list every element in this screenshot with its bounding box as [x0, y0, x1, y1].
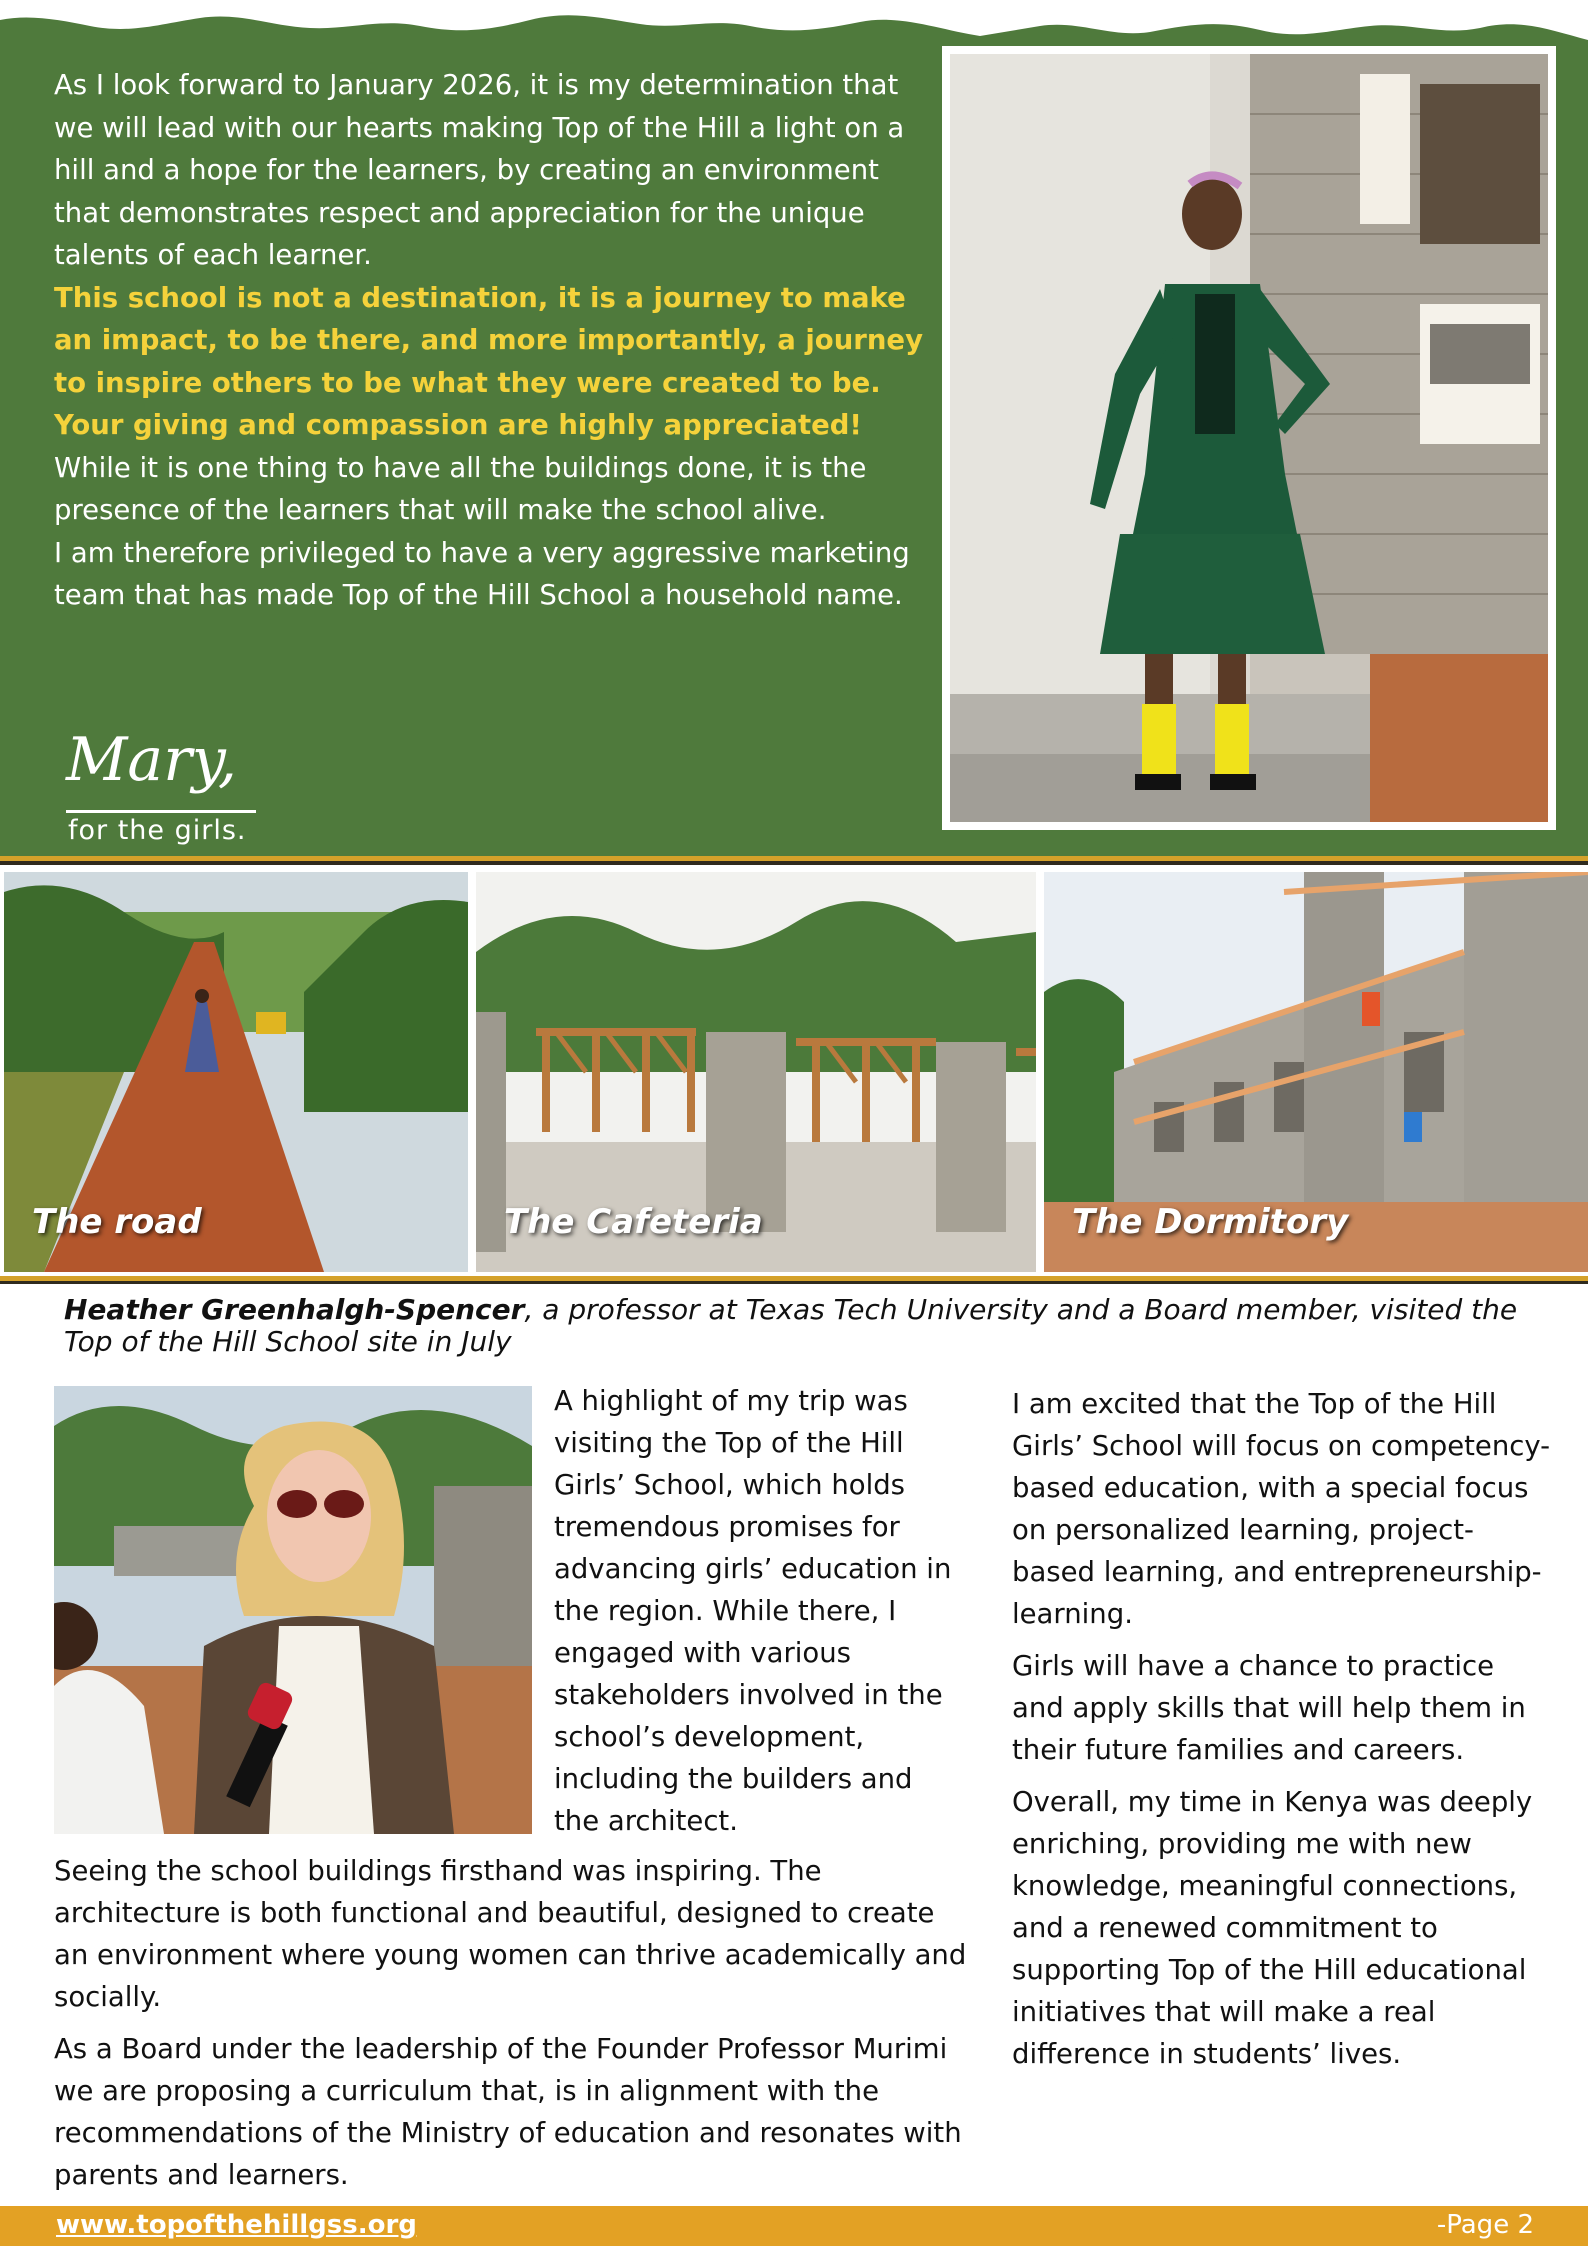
dormitory-photo	[1044, 872, 1588, 1272]
article-paragraph: As a Board under the leadership of the Founder Professor Murimi we are proposing a curriculum that, is in alignment with the recommendations of the Ministry of education and resonates with parents and learners.	[54, 2033, 962, 2191]
student-photo	[942, 46, 1556, 830]
road-caption: The road	[32, 1202, 202, 1242]
signature-subtitle: for the girls.	[68, 815, 247, 846]
article-paragraph: Seeing the school buildings firsthand was inspiring. The architecture is both functional and beautiful, designed to create an environment where young women can thrive academically and socially.	[54, 1855, 967, 2013]
page-number: -Page 2	[1436, 2210, 1534, 2240]
article-paragraph: I am excited that the Top of the Hill Girls’ School will focus on competency-based education, with a special focus on personalized learning, project-based learning, and entrepreneurship-learning.	[1012, 1388, 1551, 1630]
construction-gallery	[0, 868, 1588, 1276]
website-link[interactable]: www.topofthehillgss.org	[56, 2210, 417, 2240]
interview-photo	[54, 1386, 532, 1834]
cafeteria-photo	[476, 872, 1036, 1272]
page-footer	[0, 2206, 1588, 2246]
byline-description: , a professor at Texas Tech University and a Board member, visited the Top of the Hill School site in July	[64, 1293, 1518, 1358]
road-photo	[4, 872, 468, 1272]
article-column-b	[54, 1850, 974, 2206]
article-column-c	[1012, 1383, 1552, 2085]
letter-highlight: This school is not a destination, it is a journey to make an impact, to be there, and more importantly, a journey to inspire others to be what they were created to be.	[54, 281, 923, 399]
article-paragraph: A highlight of my trip was visiting the Top of the Hill Girls’ School, which holds tremendous promises for advancing girls’ education in the region. While there, I engaged with various stakeholders involved in the school’s development, including the builders and the architect.	[554, 1385, 952, 1837]
founder-letter	[54, 64, 924, 617]
cafeteria-caption: The Cafeteria	[504, 1202, 763, 1242]
article-column-a	[554, 1380, 964, 1852]
letter-paragraph: While it is one thing to have all the buildings done, it is the presence of the learners that will make the school alive.	[54, 451, 867, 526]
torn-edge-decoration	[0, 0, 1588, 50]
dormitory-caption: The Dormitory	[1072, 1202, 1349, 1242]
byline-name: Heather Greenhalgh-Spencer	[64, 1293, 525, 1326]
article-byline	[64, 1294, 1544, 1358]
article-paragraph: Overall, my time in Kenya was deeply enriching, providing me with new knowledge, meaningful connections, and a renewed commitment to supporting Top of the Hill educational initiatives that will make a real difference in students’ lives.	[1012, 1786, 1533, 2070]
letter-highlight-thanks: Your giving and compassion are highly appreciated!	[54, 409, 862, 441]
section-divider	[0, 1281, 1588, 1284]
student-photo-illustration	[950, 54, 1548, 822]
section-divider	[0, 861, 1588, 865]
signature: Mary,	[66, 725, 237, 795]
article-paragraph: Girls will have a chance to practice and apply skills that will help them in their future families and careers.	[1012, 1650, 1526, 1766]
signature-underline	[66, 810, 256, 813]
interview-photo-illustration	[54, 1386, 532, 1834]
hero-panel	[0, 0, 1588, 860]
letter-paragraph: As I look forward to January 2026, it is my determination that we will lead with our hearts making Top of the Hill a light on a hill and a hope for the learners, by creating an environment that demonstrates respect and appreciation for the unique talents of each learner.	[54, 69, 905, 271]
letter-paragraph: I am therefore privileged to have a very aggressive marketing team that has made Top of the Hill School a household name.	[54, 536, 910, 611]
